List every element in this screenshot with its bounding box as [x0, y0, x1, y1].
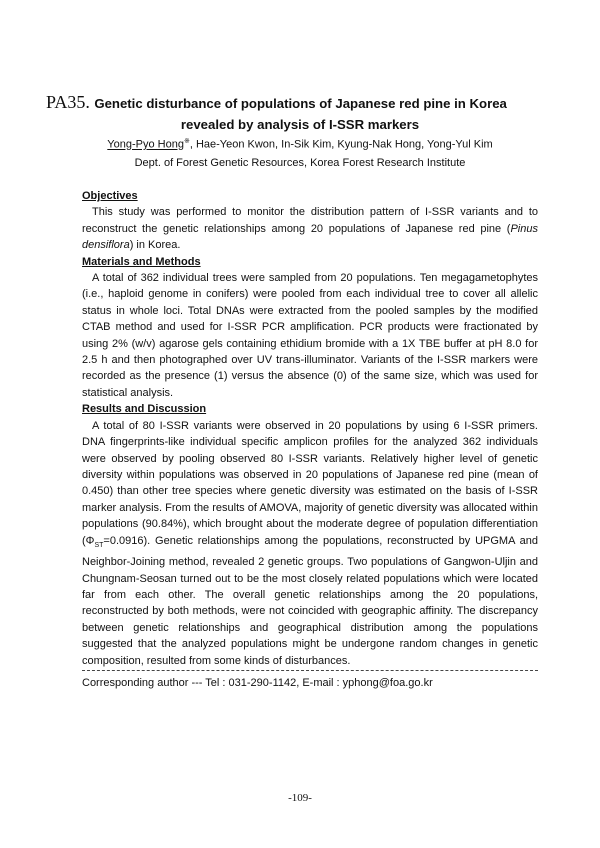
results-text-a: A total of 80 I-SSR variants were observed in 20 populations by using 6 I-SSR primers. DNA fingerprints-like individual specific amplicon profiles for the analyzed 362 individuals were observed by pooling observed 80 I-SSR variants. Relatively higher level of genetic diversity within populations was observed in 20 populations of Japanese red pine (mean of 0.450) than other tree species where genetic diversity was estimated on the basis of I-SSR marker analysis. From the results of AMOVA, majority of genetic diversity was allocated within populations (90.84%), which brought about the moderate degree of population differentiation ( [82, 419, 538, 547]
objectives-text-b: ) in Korea. [129, 239, 181, 252]
methods-text: A total of 362 individual trees were sampled from 20 populations. Ten megagametophytes (i.e., haploid genome in conifers) were pooled from each individual tree to cover all allelic status in whole loci. Total DNAs were extracted from the pooled samples by the modified CTAB method and used for I-SSR PCR amplification. PCR products were fractionated by using 2% (w/v) agarose gels containing ethidium bromide with a 1X TBE buffer at pH 8.0 for 2.5 h and then photographed over UV trans-illuminator. Variants of the I-SSR markers were recorded as the presence (1) versus the absence (0) of the same size, which was used for statistical analysis. [82, 272, 538, 399]
abstract-code: PA35. [46, 92, 90, 112]
other-authors: , Hae-Yeon Kwon, In-Sik Kim, Kyung-Nak Hong, Yong-Yul Kim [189, 138, 493, 151]
methods-heading: Materials and Methods [82, 255, 201, 268]
corresponding-author: Corresponding author --- Tel : 031-290-1142, E-mail : yphong@foa.go.kr [82, 676, 433, 689]
author-list [0, 137, 600, 151]
species-name: Pinus densiflora [82, 222, 538, 252]
title-line-2: revealed by analysis of I-SSR markers [180, 117, 420, 132]
title-line-1 [46, 92, 507, 113]
page-number: -109- [288, 792, 312, 804]
objectives-text-a: This study was performed to monitor the distribution pattern of I-SSR variants and to reconstruct the genetic relationships among 20 populations of Japanese red pine ( [82, 206, 538, 235]
results-text-b: =0.0916). Genetic relationships among the populations, reconstructed by UPGMA and Neighbor-Joining method, revealed 2 genetic groups. Two populations of Gangwon-Uljin and Chungnam-Seosan turned out to be the most closely related populations which were located far from each other. The overall genetic relationships among the 20 populations, reconstructed by both methods, were not coincided with geographic affinity. The discrepancy between genetic relationships and geographical distribution among the populations suggested that the analyzed populations might be undergone random changes in genetic composition, resulted from some kinds of disturbances. [82, 534, 538, 667]
results-text [82, 418, 538, 671]
title-text-1: Genetic disturbance of populations of Japanese red pine in Korea [94, 96, 507, 111]
affiliation: Dept. of Forest Genetic Resources, Korea Forest Research Institute [134, 157, 466, 169]
first-author: Yong-Pyo Hong [107, 138, 184, 151]
objectives-text [82, 204, 538, 253]
abstract-body [82, 188, 538, 702]
phi-symbol: Φ [85, 534, 95, 547]
results-heading: Results and Discussion [82, 403, 207, 416]
objectives-heading: Objectives [82, 190, 138, 202]
phi-subscript: ST [94, 541, 104, 549]
corresponding-mark: ※ [183, 138, 190, 145]
